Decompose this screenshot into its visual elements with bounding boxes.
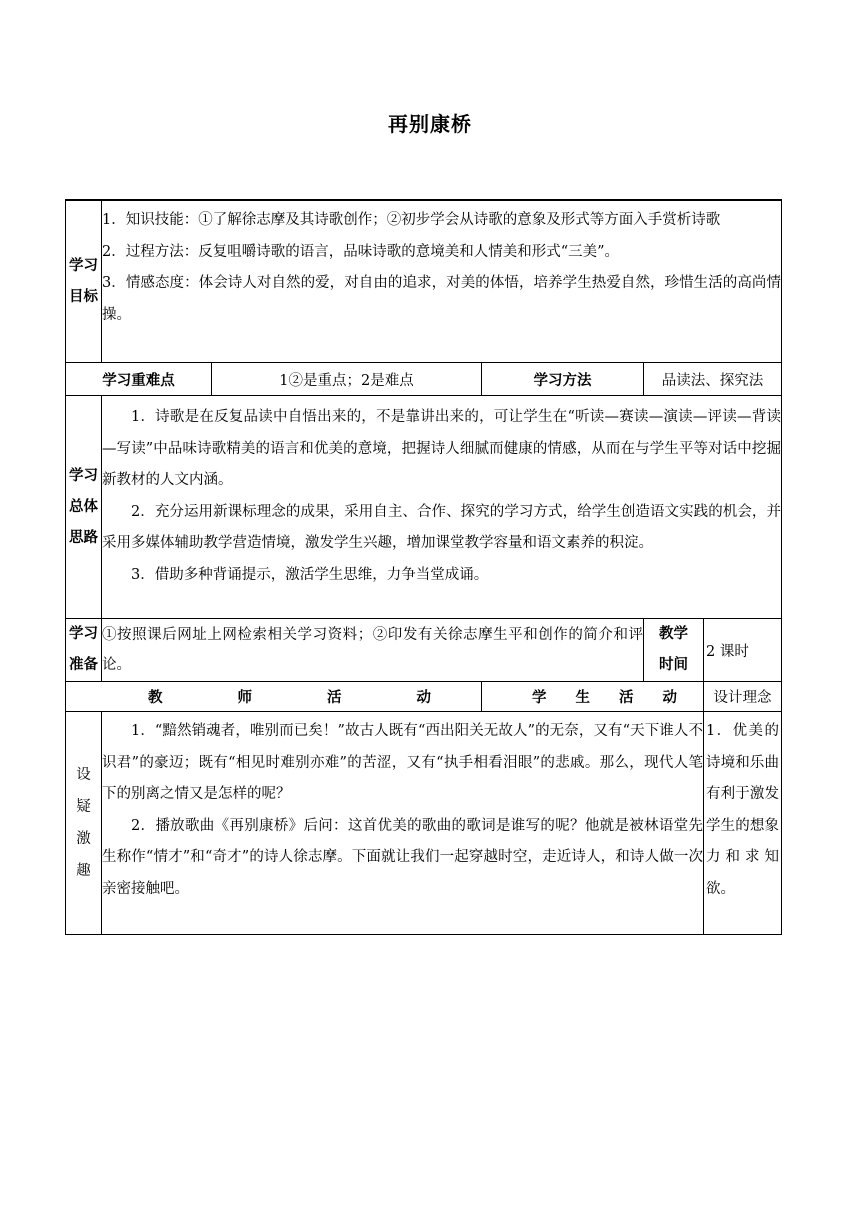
page-title: 再别康桥 bbox=[388, 112, 472, 136]
time-value: 2 课时 bbox=[704, 619, 782, 682]
difficulty-label: 学习重难点 bbox=[66, 363, 212, 396]
approach-paragraph: 3．借助多种背诵提示，激活学生思维，力争当堂成诵。 bbox=[131, 566, 489, 583]
section-row bbox=[66, 712, 782, 935]
difficulty-value: 1②是重点；2是难点 bbox=[212, 363, 482, 396]
objective-item: 2．过程方法：反复咀嚼诗歌的语言，品味诗歌的意境美和人情美和形式“三美”。 bbox=[102, 243, 620, 260]
prep-label: 学习 准备 bbox=[66, 619, 102, 682]
objective-item: 3．情感态度：体会诗人对自然的爱，对自由的追求，对美的体悟，培养学生热爱自然，珍惜生活的高尚情操。 bbox=[102, 275, 781, 323]
approach-paragraph: 1．诗歌是在反复品读中自悟出来的，不是靠讲出来的，可让学生在“听读—赛读—演读—评读—背读—写读”中品味诗歌精美的语言和优美的意境，把握诗人细腻而健康的情感，从而在与学生平等对话中挖掘新教材的人文内涵。 bbox=[102, 409, 781, 488]
objectives-label: 学习 目标 bbox=[66, 200, 102, 363]
section-content bbox=[102, 712, 704, 935]
activity-paragraph: 1．“黯然销魂者，唯别而已矣！”故古人既有“西出阳关无故人”的无奈，又有“天下谁人不识君”的豪迈；既有“相见时难别亦难”的苦涩，又有“执手相看泪眼”的悲戚。那么，现代人笔下的别离之情又是怎样的呢？ bbox=[102, 723, 703, 802]
prep-row bbox=[66, 619, 782, 682]
student-activity-header: 学 生 活 动 bbox=[482, 682, 704, 712]
activity-header-row bbox=[66, 682, 782, 712]
teacher-activity-header: 教 师 活 动 bbox=[66, 682, 482, 712]
method-value: 品读法、探究法 bbox=[644, 363, 782, 396]
prep-content: ①按照课后网址上网检索相关学习资料；②印发有关徐志摩生平和创作的简介和评论。 bbox=[102, 619, 644, 682]
approach-paragraph: 2．充分运用新课标理念的成果，采用自主、合作、探究的学习方式，给学生创造语文实践的机会，并采用多媒体辅助教学营造情境，激发学生兴趣，增加课堂教学容量和语文素养的积淀。 bbox=[102, 503, 781, 551]
activity-paragraph: 2．播放歌曲《再别康桥》后问：这首优美的歌曲的歌词是谁写的呢？他就是被林语堂先生称作“情才”和“奇才”的诗人徐志摩。下面就让我们一起穿越时空，走近诗人，和诗人做一次亲密接触吧。 bbox=[102, 817, 703, 897]
design-note: 1．优美的诗境和乐曲有利于激发学生的想象力和求知欲。 bbox=[704, 712, 782, 935]
objectives-content bbox=[102, 200, 782, 363]
method-label: 学习方法 bbox=[482, 363, 644, 396]
overall-label: 学习 总体 思路 bbox=[66, 396, 102, 619]
time-label: 教学 时间 bbox=[644, 619, 704, 682]
difficulty-row bbox=[66, 363, 782, 396]
objective-item: 1．知识技能：①了解徐志摩及其诗歌创作；②初步学会从诗歌的意象及形式等方面入手赏析诗歌 bbox=[102, 212, 721, 228]
objectives-row bbox=[66, 200, 782, 363]
overall-row bbox=[66, 396, 782, 619]
section-label: 设 疑 激 趣 bbox=[66, 712, 102, 935]
design-concept-header: 设计理念 bbox=[704, 682, 782, 712]
lesson-plan-table bbox=[65, 199, 782, 935]
overall-content bbox=[102, 396, 782, 619]
